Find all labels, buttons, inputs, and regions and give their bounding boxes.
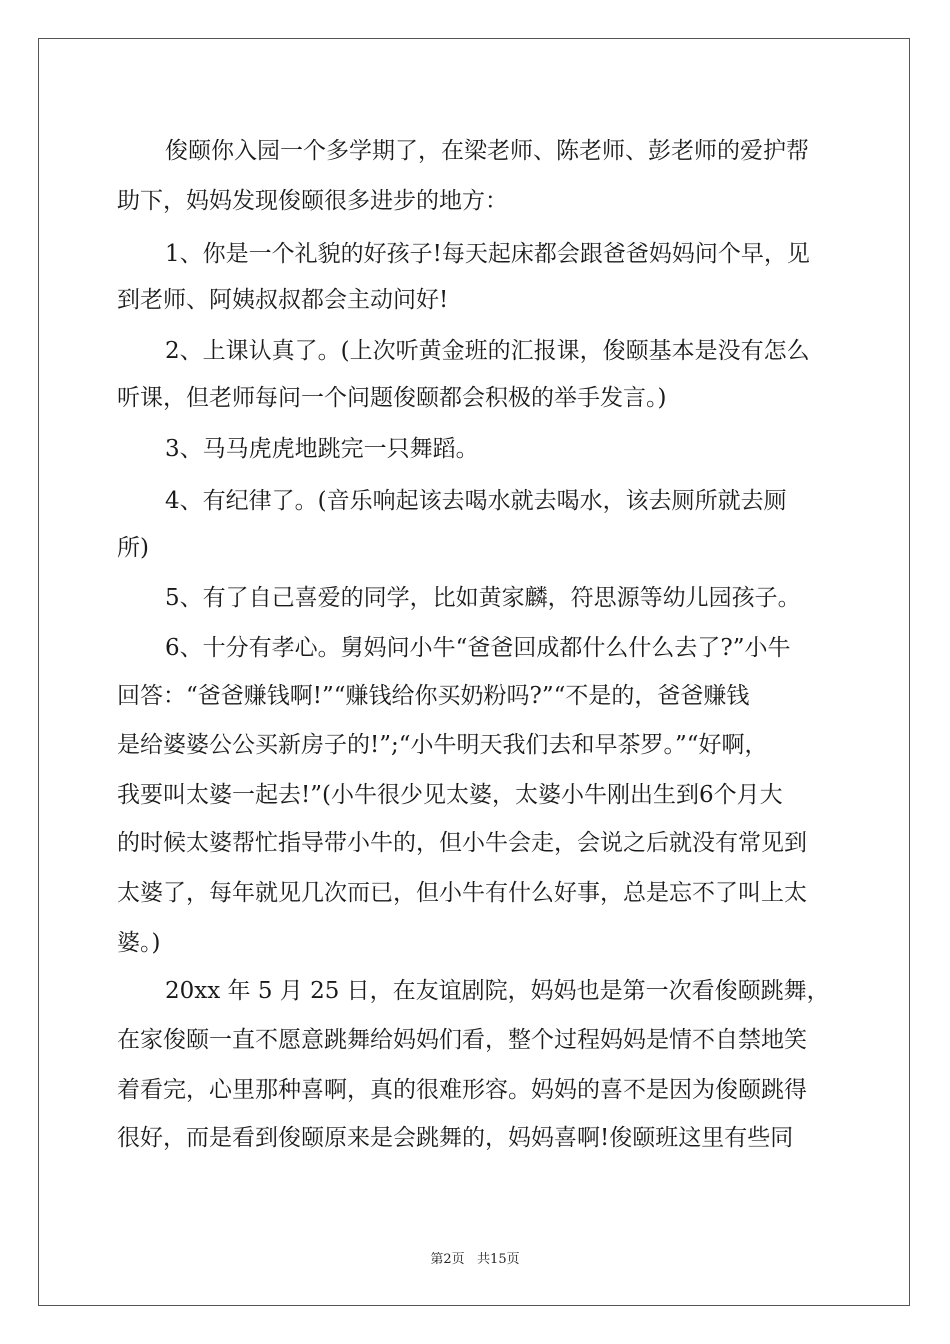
text-line: 俊颐你入园一个多学期了，在梁老师、陈老师、彭老师的爱护帮 <box>165 138 809 164</box>
text-line: 20xx 年 5 月 25 日，在友谊剧院，妈妈也是第一次看俊颐跳舞， <box>165 978 830 1004</box>
text-line: 是给婆婆公公买新房子的!”;“小牛明天我们去和早茶罗。”“好啊， <box>117 732 768 758</box>
text-line: 在家俊颐一直不愿意跳舞给妈妈们看，整个过程妈妈是情不自禁地笑 <box>117 1027 807 1053</box>
text-line: 2、上课认真了。(上次听黄金班的汇报课，俊颐基本是没有怎么 <box>165 338 810 364</box>
text-line: 到老师、阿姨叔叔都会主动问好! <box>117 287 449 313</box>
text-line: 1、你是一个礼貌的好孩子!每天起床都会跟爸爸妈妈问个早，见 <box>165 241 810 267</box>
text-line: 4、有纪律了。(音乐响起该去喝水就去喝水，该去厕所就去厕 <box>165 488 787 514</box>
text-line: 婆。) <box>117 930 161 956</box>
text-line: 5、有了自己喜爱的同学，比如黄家麟，符思源等幼儿园孩子。 <box>165 585 801 611</box>
text-line: 回答：“爸爸赚钱啊!”“赚钱给你买奶粉吗?”“不是的，爸爸赚钱 <box>117 683 750 709</box>
text-line: 我要叫太婆一起去!”(小牛很少见太婆，太婆小牛刚出生到6个月大 <box>117 782 783 808</box>
text-line: 着看完，心里那种喜啊，真的很难形容。妈妈的喜不是因为俊颐跳得 <box>117 1077 807 1103</box>
text-line: 太婆了，每年就见几次而已，但小牛有什么好事，总是忘不了叫上太 <box>117 880 807 906</box>
text-line: 很好，而是看到俊颐原来是会跳舞的，妈妈喜啊!俊颐班这里有些同 <box>117 1125 794 1151</box>
text-line: 3、马马虎虎地跳完一只舞蹈。 <box>165 436 479 462</box>
page-footer: 第2页 共15页 <box>430 1252 520 1267</box>
text-line: 的时候太婆帮忙指导带小牛的，但小牛会走，会说之后就没有常见到 <box>117 830 807 856</box>
text-line: 听课，但老师每问一个问题俊颐都会积极的举手发言。) <box>117 385 667 411</box>
text-line: 所) <box>117 535 149 561</box>
text-line: 6、十分有孝心。舅妈问小牛“爸爸回成都什么什么去了?”小牛 <box>165 635 791 661</box>
page-border <box>38 38 910 1306</box>
text-line: 助下，妈妈发现俊颐很多进步的地方： <box>117 188 508 214</box>
